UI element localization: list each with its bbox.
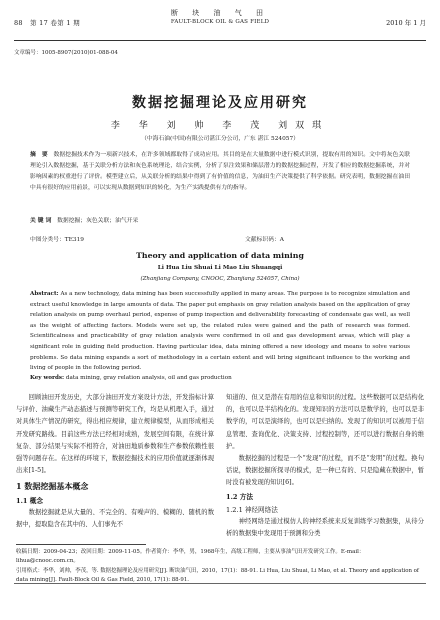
footnote-rule [16,544,146,545]
neural-network-paragraph: 神经网络是通过模仿人的神经系统来反复训练学习数据集，从待分析的数据集中发现用于预测和分类 [226,518,424,538]
subsection-heading-1-1: 1.1 概念 [16,496,43,505]
header-page-number: 88 [14,19,23,27]
keywords-en [30,375,410,381]
keywords-cn-text: 数据挖掘；灰色关联；油气开采 [57,218,139,224]
subsection-heading-1-2-1: 1.2.1 神经网络法 [226,505,278,514]
document-code: 文献标识码：A [245,237,284,243]
section-heading-1: 1 数据挖掘基本概念 [16,481,89,492]
abstract-cn-label: 摘 要 [30,152,50,158]
abstract-cn [30,150,410,194]
authors-cn: 李 华 刘 帅 李 茂 刘双琪 [110,121,330,131]
bottom-rule [14,583,426,584]
paper-title-en: Theory and application of data mining [136,251,304,260]
body-column-right [226,392,424,540]
header-date: 2010 年 1 月 [386,19,426,27]
keywords-cn [30,215,410,224]
intro-paragraph: 回顾油田开发历史，大部分油田开发方案设计方法，开发指标计算与评价、油藏生产动态描述与预测等研究工作，均是从机理入手，通过对具体生产情况的研究，得出相应规律，建立规律模型，从而形成相关开发研究路线。目前这些方法已经相对成熟，发展空间有限，在统计算复杂、部分结果与实际不相符合，对油田地质参数和生产参数依赖性很强等问题存在。在这样的环境下，数据挖掘技术的应用价值就逐渐体现出来[1-5]。 [16,394,214,475]
abstract-en-label: Abstract: [30,291,59,297]
journal-name-cn: 断 块 油 气 田 [171,9,269,17]
keywords-en-text: data mining, gray relation analysis, oil and gas production [65,375,232,381]
running-header [14,8,426,38]
paper-title-cn: 数据挖掘理论及应用研究 [132,95,308,111]
header-rule [14,40,426,41]
abstract-cn-text: 数据挖掘技术作为一项新兴技术，在许多领域都取得了成功应用。其目的是在大量数据中进行模式识别，提取有用的知识。文中将灰色关联理论引入数据挖掘，基于关联分析方法和灰色系统理论，结合实例，分析了泵注效果和储层潜力的数据挖掘过程，开发了相应的数据挖掘系统，并对影响因素的权重进行了评价。模型建立后，从关联分析的结果中得到了有价值的信息，为油田生产决策提供了科学依据。研究表明，数据挖掘在油田中具有很好的应用前景，可以实现从数据到知识的转化，为生产实践提供有力的指导。 [30,152,410,191]
keywords-cn-label: 关键词 [30,218,54,224]
keywords-en-label: Key words: [30,375,65,381]
concept-paragraph: 数据挖掘就是从大量的、不完全的、有噪声的、模糊的、随机的数据中，提取隐含在其中的、人们事先不 [16,508,214,529]
abstract-en-text: As a new technology, data mining has been successfully applied in many areas. The purpose is to recognize simulation and extract useful knowledge in large amounts of data. The paper put emphasis on gray relation analysis based on the application of gray relation analysis on pump overhaul period, expense of pump inspection and deliverability forecasting of condensate gas well, as well as the weight of affecting factors. Models were set up, the related rules were gained and the path of research was formed. Scientificalness and practicability of gray relation analysis were confirmed in oil and gas development areas, which will play a significant role in guiding field production. Having particular idea, data mining offered a new ideology and means to solve various problems. So data mining expands a sort of methodology in a certain extent and will bring significant influence to the working and living of people in the following period. [30,291,411,372]
abstract-en [30,289,410,374]
affiliation-cn: （中海石油(中国)有限公司湛江分公司，广东 湛江 524057） [141,136,299,142]
affiliation-en: (Zhanjiang Company, CNOOC, Zhanjiang 524057, China) [140,276,300,282]
footnote-citation: 引用格式：李华，刘帅，李茂，等. 数据挖掘理论及应用研究[J]. 断块油气田，2010，17(1)：88-91. Li Hua, Liu Shuai, Li Mao, et al. Theory and application of data mining[J]. Fault-Block Oil & Gas Field, 2010, 17(1): 88-91. [16,568,419,583]
discovery-paragraph: 数据挖掘的过程是一个“发现”的过程，而不是“发明”的过程。换句话说，数据挖掘所探寻的模式，是一种已有的、只是隐藏在数据中，暂时没有被发现的知识[6]。 [226,455,424,487]
article-number: 文章编号：1005-8907(2010)01-088-04 [14,50,118,56]
authors-en: Li Hua Liu Shuai Li Mao Liu Shuangqi [157,265,283,271]
subsection-heading-1-2: 1.2 方法 [226,492,253,501]
header-journal [14,8,426,25]
body-column-left [16,392,214,531]
concept-continuation: 知道的、但又是潜在有用的信息和知识的过程。这些数据可以是结构化的，也可以是半结构化的。发现知识的方法可以是数学的，也可以是非数学的，可以是演绎的，也可以是归纳的。发现了的知识可以被用于信息管理、查询优化、决策支持、过程控制等，还可以进行数据自身的维护。 [226,394,424,450]
journal-name-en: FAULT-BLOCK OIL & GAS FIELD [170,19,270,25]
header-volume: 第 17 卷第 1 期 [29,19,80,27]
clc-number: 中图分类号：TE319 [30,237,84,243]
footnote-received: 收稿日期：2009-04-23；改回日期：2009-11-05。作者简介：李华，男，1968年生，高级工程师，主要从事油气田开发研究工作。E-mail：lihua@cnooc.com.cn。 [16,549,365,564]
